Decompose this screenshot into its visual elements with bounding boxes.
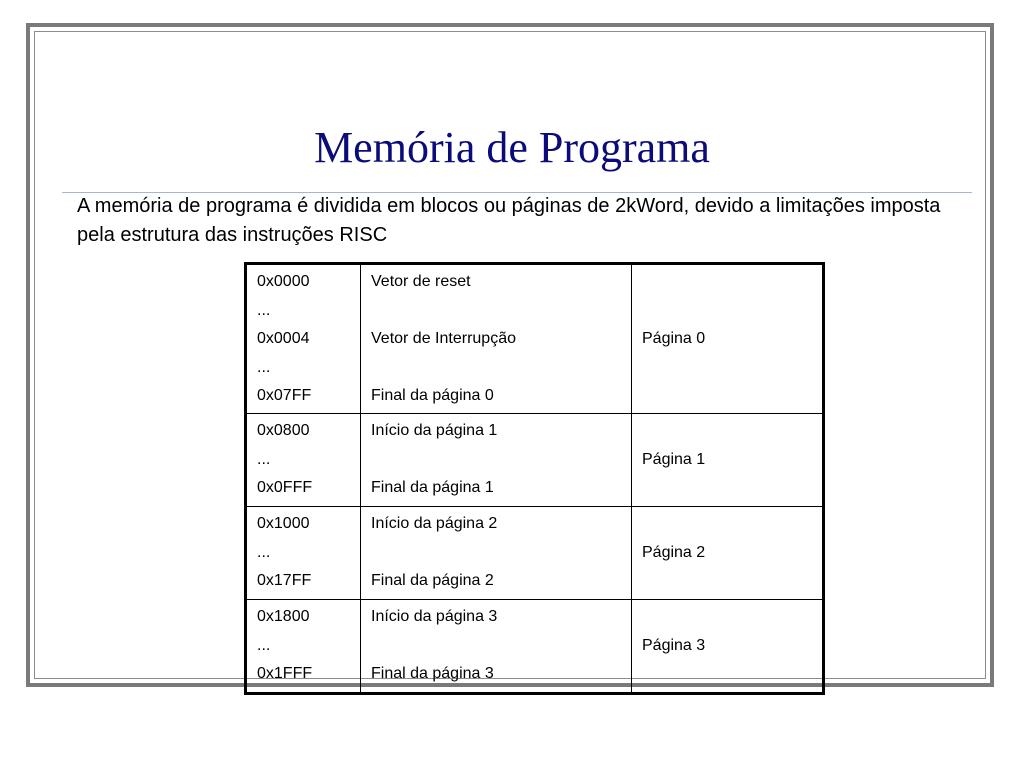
address-line: 0x1FFF <box>257 665 313 682</box>
table-row <box>246 600 824 694</box>
table-row <box>246 507 824 600</box>
address-line: 0x07FF <box>257 387 312 404</box>
address-line: 0x1800 <box>257 608 310 625</box>
address-line: ... <box>257 358 271 376</box>
address-line: ... <box>257 636 271 654</box>
address-line: 0x0FFF <box>257 479 313 496</box>
description-line <box>371 539 621 568</box>
description-line: Final da página 1 <box>371 479 494 496</box>
description-line: Início da página 2 <box>371 515 498 532</box>
address-cell <box>246 414 361 507</box>
address-line: 0x0800 <box>257 422 310 439</box>
description-line: Final da página 2 <box>371 572 494 589</box>
description-cell <box>361 414 632 507</box>
address-line: 0x0000 <box>257 273 310 290</box>
address-line: 0x17FF <box>257 572 312 589</box>
memory-map-table <box>244 262 825 695</box>
table-row <box>246 264 824 414</box>
address-cell <box>246 507 361 600</box>
address-line: ... <box>257 450 271 468</box>
address-cell <box>246 600 361 694</box>
slide-title: Memória de Programa <box>314 123 710 172</box>
page-cell: Página 0 <box>632 264 824 414</box>
description-cell <box>361 600 632 694</box>
description-cell <box>361 264 632 414</box>
address-line: ... <box>257 543 271 561</box>
description-line: Início da página 1 <box>371 422 498 439</box>
page-cell: Página 3 <box>632 600 824 694</box>
table-row <box>246 414 824 507</box>
address-line: ... <box>257 301 271 319</box>
page-cell: Página 1 <box>632 414 824 507</box>
address-line: 0x1000 <box>257 515 310 532</box>
description-line: Vetor de reset <box>371 273 471 290</box>
description-line <box>371 632 621 661</box>
description-line: Vetor de Interrupção <box>371 330 516 347</box>
address-line: 0x0004 <box>257 330 310 347</box>
slide-body-text: A memória de programa é dividida em blocos ou páginas de 2kWord, devido a limitações imposta pela estrutura das instruções RISC <box>77 195 941 246</box>
description-line <box>371 446 621 475</box>
page-cell: Página 2 <box>632 507 824 600</box>
description-line <box>371 354 621 383</box>
description-line: Final da página 0 <box>371 387 494 404</box>
description-line <box>371 297 621 326</box>
description-cell <box>361 507 632 600</box>
description-line: Final da página 3 <box>371 665 494 682</box>
address-cell <box>246 264 361 414</box>
description-line: Início da página 3 <box>371 608 498 625</box>
